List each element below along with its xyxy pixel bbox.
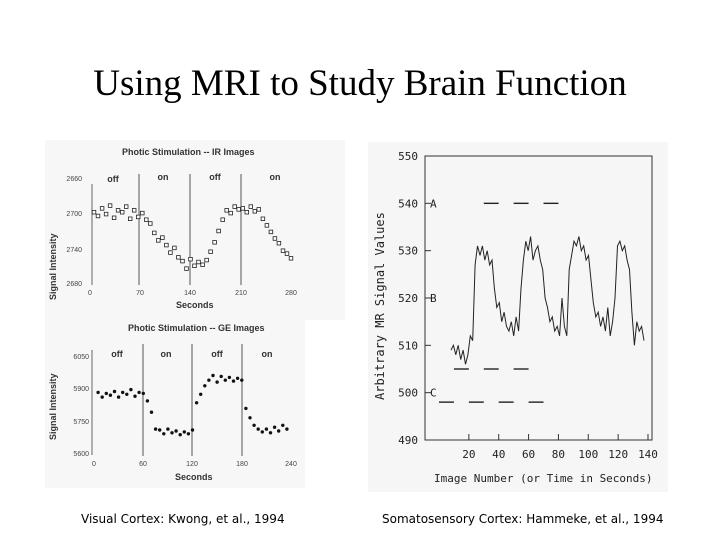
- hammeke-row-label: A: [430, 197, 437, 211]
- ge-data-point: [240, 379, 243, 382]
- caption-left: Visual Cortex: Kwong, et al., 1994: [81, 512, 285, 526]
- ge-chart: [45, 318, 305, 488]
- ge-ytick-label: 5600: [73, 451, 89, 458]
- ir-ytick-label: 2700: [66, 211, 82, 218]
- ir-data-point: [229, 211, 233, 215]
- hammeke-chart: [368, 142, 668, 492]
- ge-data-point: [244, 407, 247, 410]
- ge-data-point: [199, 393, 202, 396]
- ir-data-point: [257, 208, 261, 212]
- ge-data-point: [121, 391, 124, 394]
- ir-data-point: [221, 218, 225, 222]
- ir-data-point: [149, 222, 153, 226]
- ge-data-point: [265, 427, 268, 430]
- ir-data-point: [141, 211, 145, 215]
- ir-data-point: [92, 210, 96, 214]
- ge-data-point: [109, 394, 112, 397]
- slide-title: Using MRI to Study Brain Function: [93, 63, 627, 104]
- ge-data-point: [166, 427, 169, 430]
- ge-data-point: [129, 388, 132, 391]
- ir-data-point: [145, 218, 149, 222]
- ir-data-point: [136, 215, 140, 219]
- hammeke-xtick-label: 100: [578, 448, 599, 461]
- ge-data-point: [101, 395, 104, 398]
- ir-data-point: [261, 217, 265, 221]
- hammeke-ylabel: Arbitrary MR Signal Values: [373, 212, 387, 400]
- ir-data-point: [193, 264, 197, 268]
- ge-data-point: [96, 391, 99, 394]
- ge-data-point: [142, 392, 145, 395]
- ge-xtick-label: 0: [92, 461, 96, 468]
- ir-data-point: [157, 239, 161, 243]
- ge-xlabel: Seconds: [175, 472, 213, 482]
- ge-phase-label: on: [261, 349, 273, 359]
- ge-data-point: [137, 391, 140, 394]
- ge-chart-svg: [45, 318, 305, 488]
- hammeke-ytick-label: 510: [398, 339, 418, 353]
- ir-data-point: [116, 209, 120, 213]
- ge-data-point: [236, 377, 239, 380]
- ir-data-point: [269, 230, 273, 234]
- ir-data-point: [189, 257, 193, 261]
- ir-ytick-label: 2680: [66, 281, 82, 288]
- ir-data-point: [233, 205, 237, 209]
- ge-data-point: [203, 384, 206, 387]
- ir-title: Photic Stimulation -- IR Images: [122, 147, 255, 157]
- ge-data-point: [183, 430, 186, 433]
- ge-xtick-label: 60: [139, 461, 147, 468]
- ir-data-point: [177, 256, 181, 260]
- ir-data-point: [217, 229, 221, 233]
- ir-data-point: [173, 246, 177, 250]
- hammeke-xtick-label: 120: [608, 448, 629, 461]
- ir-data-point: [197, 260, 201, 264]
- ir-phase-label: off: [107, 174, 119, 184]
- ge-data-point: [170, 431, 173, 434]
- hammeke-xtick-label: 60: [521, 448, 536, 461]
- ge-data-point: [281, 424, 284, 427]
- hammeke-row-label: B: [430, 292, 437, 305]
- ge-data-point: [228, 376, 231, 379]
- ge-data-point: [257, 427, 260, 430]
- ge-data-point: [211, 374, 214, 377]
- ge-data-point: [285, 427, 288, 430]
- ge-data-point: [273, 426, 276, 429]
- ge-xtick-label: 180: [236, 461, 248, 468]
- hammeke-xlabel: Image Number (or Time in Seconds): [434, 472, 653, 485]
- ge-data-point: [179, 433, 182, 436]
- ir-data-point: [273, 237, 277, 241]
- ir-ylabel: Signal Intensity: [48, 233, 58, 300]
- ge-data-point: [162, 432, 165, 435]
- ge-ytick-label: 5900: [73, 386, 89, 393]
- ir-data-point: [201, 263, 205, 267]
- hammeke-ytick-label: 550: [398, 150, 418, 163]
- ge-data-point: [252, 424, 255, 427]
- ir-data-point: [281, 249, 285, 253]
- ir-data-point: [100, 207, 104, 211]
- ir-data-point: [128, 217, 132, 221]
- ir-data-point: [120, 210, 124, 214]
- hammeke-ytick-label: 490: [398, 434, 418, 447]
- hammeke-ytick-label: 500: [398, 386, 418, 400]
- ge-ylabel: Signal Intensity: [48, 373, 58, 440]
- ge-xtick-label: 120: [186, 461, 198, 468]
- ge-data-point: [187, 432, 190, 435]
- ge-phase-label: on: [160, 349, 172, 359]
- ir-data-point: [104, 212, 108, 216]
- ir-chart-svg: [45, 140, 345, 320]
- ge-data-point: [105, 392, 108, 395]
- ge-data-point: [248, 416, 251, 419]
- ir-data-point: [209, 250, 213, 254]
- ir-data-point: [181, 259, 185, 263]
- ge-data-point: [174, 429, 177, 432]
- ir-data-point: [249, 205, 253, 209]
- hammeke-xtick-label: 140: [638, 448, 658, 461]
- ir-data-point: [245, 210, 249, 214]
- ir-data-point: [132, 209, 136, 213]
- ir-xtick-label: 140: [184, 290, 196, 297]
- ir-data-point: [225, 209, 229, 213]
- ir-data-point: [153, 231, 157, 235]
- ir-data-point: [277, 241, 281, 245]
- ge-data-point: [158, 428, 161, 431]
- ir-xtick-label: 210: [235, 290, 247, 297]
- ge-data-point: [215, 380, 218, 383]
- ir-xtick-label: 70: [136, 290, 144, 297]
- hammeke-xtick-label: 80: [551, 448, 566, 461]
- ge-ytick-label: 6050: [73, 354, 89, 361]
- ir-xtick-label: 0: [88, 290, 92, 297]
- ir-data-point: [237, 208, 241, 212]
- ge-data-point: [232, 379, 235, 382]
- ge-phase-label: off: [211, 349, 223, 359]
- hammeke-ytick-label: 530: [398, 244, 418, 258]
- ir-data-point: [253, 210, 257, 214]
- ge-ytick-label: 5750: [73, 419, 89, 426]
- ge-data-point: [154, 427, 157, 430]
- ge-data-point: [277, 429, 280, 432]
- ge-data-point: [207, 379, 210, 382]
- ir-ytick-label: 2660: [66, 176, 82, 183]
- ir-data-point: [265, 224, 269, 228]
- ir-data-point: [289, 257, 293, 261]
- ge-phase-label: off: [111, 349, 123, 359]
- ir-data-point: [124, 205, 128, 209]
- hammeke-ytick-label: 520: [398, 292, 418, 305]
- ir-phase-label: off: [209, 172, 221, 182]
- ir-data-point: [213, 241, 217, 245]
- ir-data-point: [108, 204, 112, 208]
- hammeke-ytick-label: 540: [398, 197, 418, 211]
- ir-data-point: [169, 251, 173, 255]
- ge-paper: [45, 318, 305, 488]
- caption-right: Somatosensory Cortex: Hammeke, et al., 1994: [382, 512, 664, 526]
- ir-phase-label: on: [269, 172, 281, 182]
- ge-data-point: [113, 390, 116, 393]
- ir-data-point: [185, 267, 189, 271]
- ge-data-point: [224, 379, 227, 382]
- ir-data-point: [161, 236, 165, 240]
- hammeke-row-label: C: [430, 386, 437, 400]
- ir-data-point: [165, 243, 169, 247]
- ge-data-point: [133, 395, 136, 398]
- ge-data-point: [269, 431, 272, 434]
- ge-xtick-label: 240: [285, 461, 297, 468]
- ir-data-point: [205, 258, 209, 262]
- ge-data-point: [146, 399, 149, 402]
- ge-data-point: [261, 430, 264, 433]
- hammeke-xtick-label: 20: [462, 448, 476, 461]
- ge-data-point: [220, 375, 223, 378]
- ir-data-point: [241, 207, 245, 211]
- ge-data-point: [150, 411, 153, 414]
- ir-xtick-label: 280: [285, 290, 297, 297]
- ge-data-point: [117, 395, 120, 398]
- ir-phase-label: on: [157, 172, 169, 182]
- hammeke-xtick-label: 40: [492, 448, 506, 461]
- ge-title: Photic Stimulation -- GE Images: [128, 323, 265, 333]
- ir-xlabel: Seconds: [176, 300, 214, 310]
- ir-data-point: [285, 252, 289, 256]
- ir-ytick-label: 2740: [66, 247, 82, 254]
- hammeke-chart-svg: [368, 142, 668, 492]
- ge-data-point: [191, 428, 194, 431]
- ir-data-point: [112, 216, 116, 220]
- ge-data-point: [195, 401, 198, 404]
- ir-data-point: [96, 214, 100, 218]
- ge-data-point: [125, 393, 128, 396]
- ir-chart: [45, 140, 345, 320]
